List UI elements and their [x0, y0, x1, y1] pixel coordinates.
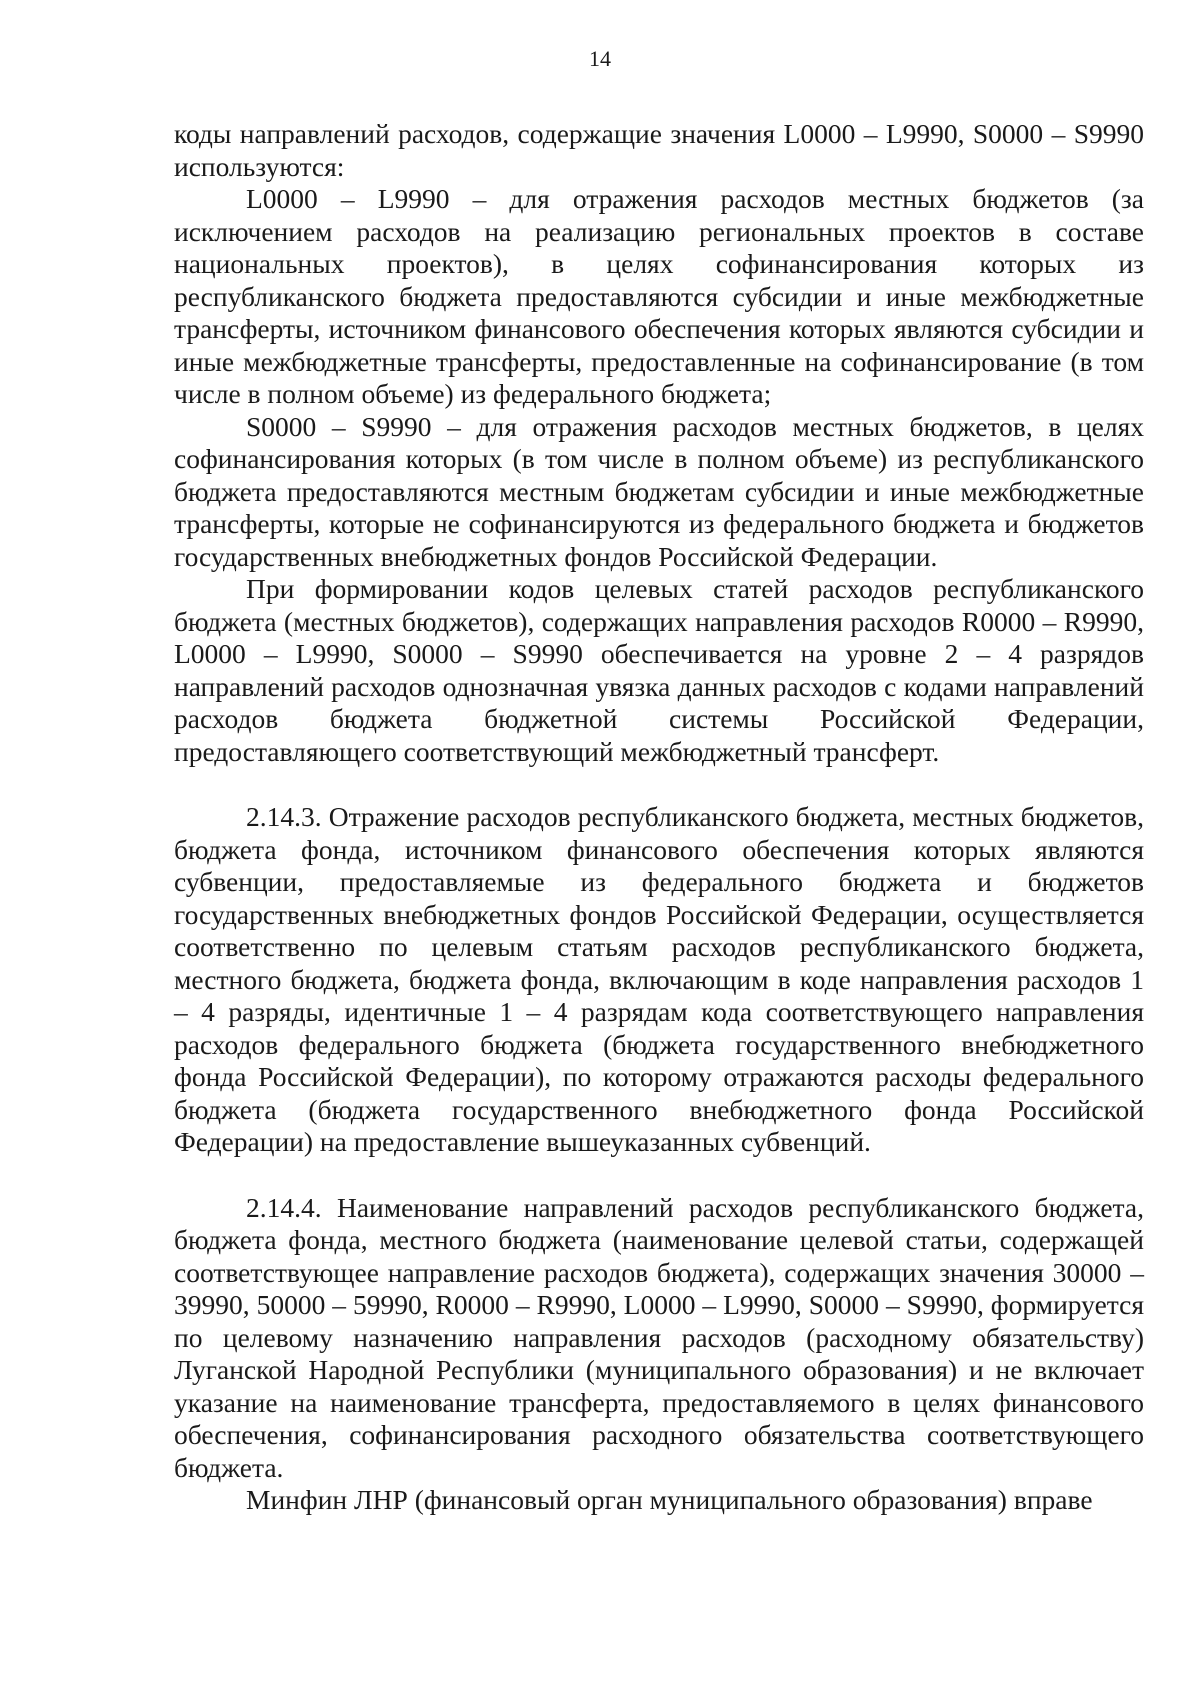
paragraph-code-formation: При формировании кодов целевых статей расходов республиканского бюджета (местных бюджетов), содержащих направления расходов R0000 – R9990, L0000 – L9990, S0000 – S9990 обеспечивается на уровне 2 – 4 разрядов направлений расходов однозначная увязка данных расходов с кодами направлений расходов бюджета бюджетной системы Российской Федерации, предоставляющего соответствующий межбюджетный трансферт. [174, 573, 1144, 767]
paragraph-section-2-14-3: 2.14.3. Отражение расходов республиканского бюджета, местных бюджетов, бюджета фонда, источником финансового обеспечения которых являются субвенции, предоставляемые из федерального бюджета и бюджетов государственных внебюджетных фондов Российской Федерации, осуществляется соответственно по целевым статьям расходов республиканского бюджета, местного бюджета, бюджета фонда, включающим в коде направления расходов 1 – 4 разряды, идентичные 1 – 4 разрядам кода соответствующего направления расходов федерального бюджета (бюджета государственного внебюджетного фонда Российской Федерации), по которому отражаются расходы федерального бюджета (бюджета государственного внебюджетного фонда Российской Федерации) на предоставление вышеуказанных субвенций. [174, 801, 1144, 1157]
paragraph-section-2-14-4: 2.14.4. Наименование направлений расходов республиканского бюджета, бюджета фонда, местного бюджета (наименование целевой статьи, содержащей соответствующее направление расходов бюджета), содержащих значения 30000 – 39990, 50000 – 59990, R0000 – R9990, L0000 – L9990, S0000 – S9990, формируется по целевому назначению направления расходов (расходному обязательству) Луганской Народной Республики (муниципального образования) и не включает указание на наименование трансферта, предоставляемого в целях финансового обеспечения, софинансирования расходного обязательства соответствующего бюджета. [174, 1191, 1144, 1483]
page-number: 14 [589, 46, 611, 71]
paragraph-intro: коды направлений расходов, содержащие значения L0000 – L9990, S0000 – S9990 используются: [174, 118, 1144, 182]
document-body [174, 118, 1144, 1517]
paragraph-s-codes: S0000 – S9990 – для отражения расходов местных бюджетов, в целях софинансирования которых (в том числе в полном объеме) из республиканского бюджета предоставляются местным бюджетам субсидии и иные межбюджетные трансферты, которые не софинансируются из федерального бюджета и бюджетов государственных внебюджетных фондов Российской Федерации. [174, 410, 1144, 572]
paragraph-l-codes: L0000 – L9990 – для отражения расходов местных бюджетов (за исключением расходов на реализацию региональных проектов в составе национальных проектов), в целях софинансирования которых из республиканского бюджета предоставляются субсидии и иные межбюджетные трансферты, источником финансового обеспечения которых являются субсидии и иные межбюджетные трансферты, предоставленные на софинансирование (в том числе в полном объеме) из федерального бюджета; [174, 183, 1144, 409]
paragraph-minfin: Минфин ЛНР (финансовый орган муниципального образования) вправе [246, 1484, 1093, 1515]
